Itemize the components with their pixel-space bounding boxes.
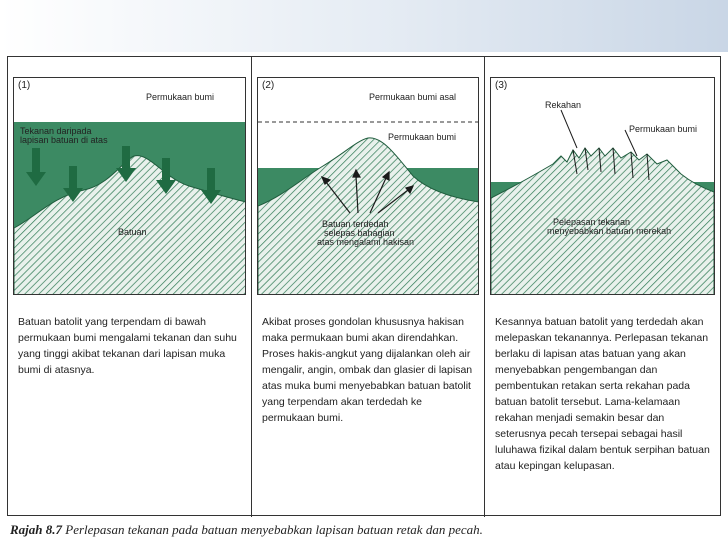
panel-2-exposed-label-3: atas mengalami hakisan [317,237,415,247]
panel-1-rock-label: Batuan [118,227,147,237]
slide-header-band [0,0,728,52]
caption-label: Rajah 8.7 [10,522,63,537]
panel-2-illustration [257,77,479,295]
panel-3-crack-label: Rekahan [545,100,582,110]
panel-3-illustration [490,77,715,295]
panel-2 [252,57,485,517]
panel-2-diagram [258,78,479,295]
exposed-batholith [258,138,479,295]
panel-3-number: (3) [495,80,508,91]
panel-1-pressure-label-1: Tekanan daripada [20,126,92,136]
panel-1-surface-label: Permukaan bumi [146,92,215,102]
panel-3-description: Kesannya batuan batolit yang terdedah akan melepaskan tekanannya. Perlepasan tekanan berlaku di lapisan atas batuan yang akan menyebabkan pengembangan dan pembentukan retakan serta rekahan pada batuan batolit tersebut. Lama-kelamaan rekahan menjadi semakin besar dan seterusnya pecah tersepai sebagai hasil luluhawa fizikal dalam bentuk serpihan batuan atau kepingan kelupasan. [495,316,710,472]
panel-2-exposed-label-2: selepas bahagian [324,228,395,238]
panel-1-pressure-label-2: lapisan batuan di atas [20,135,108,145]
panel-2-number: (2) [262,80,275,91]
panel-2-exposed-label-1: Batuan terdedah [322,219,389,229]
panel-3-surface-label: Permukaan bumi [629,124,698,134]
panel-3-release-label-1: Pelepasan tekanan [553,217,631,227]
figure-caption [10,522,483,538]
panel-1-description: Batuan batolit yang terpendam di bawah permukaan bumi mengalami tekanan dan suhu yang tinggi akibat tekanan dari lapisan muka bumi di atasnya. [18,316,237,376]
panel-3-release-label-2: menyebabkan batuan merekah [547,226,672,236]
panel-2-surface-label: Permukaan bumi [388,132,457,142]
panel-2-original-surface-label: Permukaan bumi asal [369,92,457,102]
panel-1-illustration [13,77,246,295]
panel-1 [8,57,252,517]
panel-3 [485,57,720,517]
panel-1-diagram [14,78,246,295]
figure-frame [7,56,721,516]
crack-pointer [561,110,577,148]
panel-1-number: (1) [18,80,31,91]
panel-3-diagram [491,78,714,295]
panel-2-description: Akibat proses gondolan khususnya hakisan maka permukaan bumi akan direndahkan. Proses hakis-angkut yang dijalankan oleh air mengalir, angin, ombak dan glasier di lapisan atas muka bumi menyebabkan batuan batolit yang terpendam akan terdedah ke permukaan bumi. [262,316,473,424]
caption-text: Perlepasan tekanan pada batuan menyebabkan lapisan batuan retak dan pecah. [65,522,483,537]
